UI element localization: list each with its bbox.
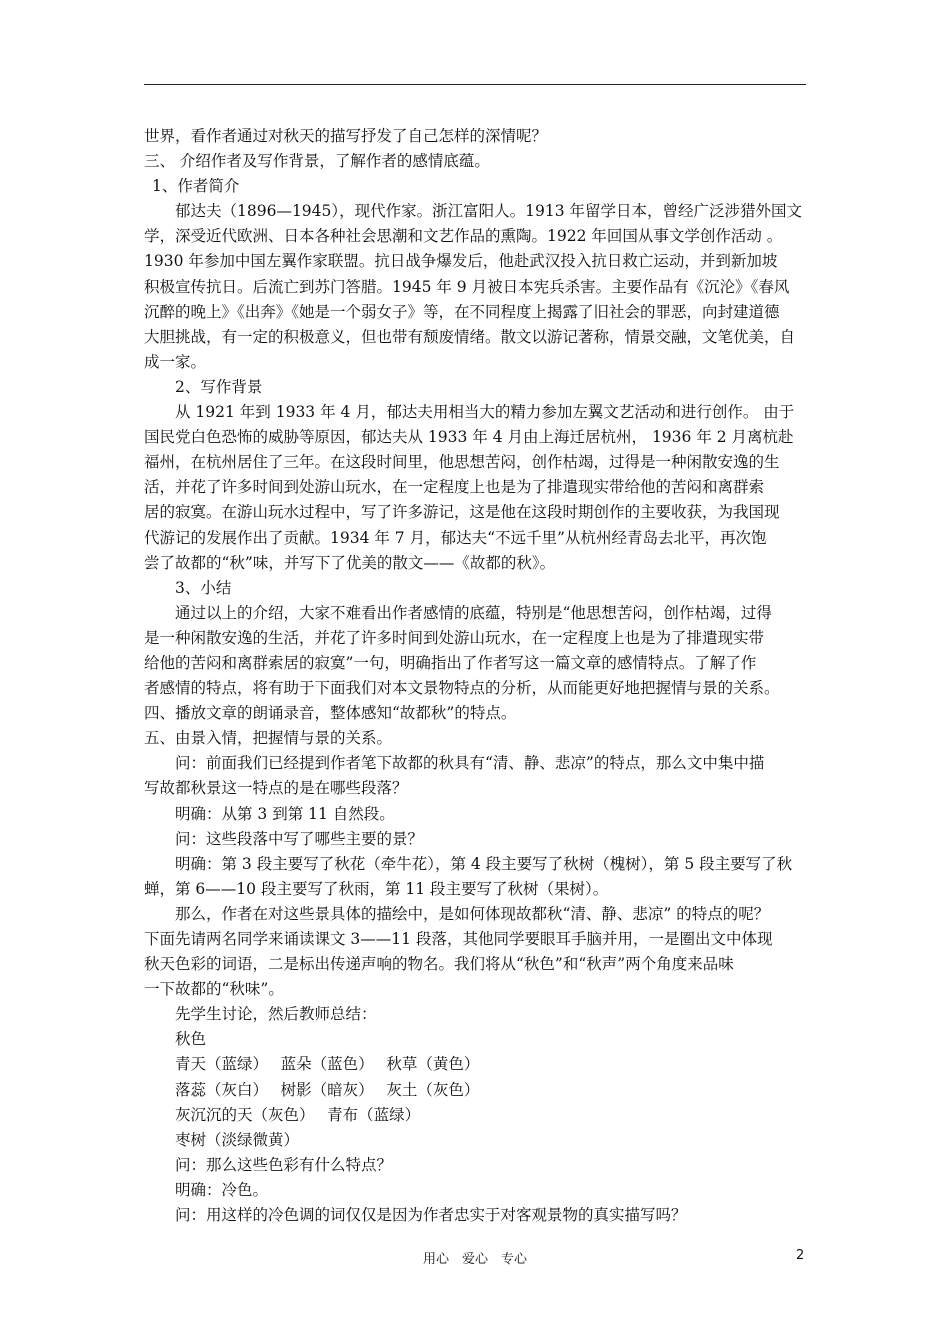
footer-text: 用心 爱心 专心 xyxy=(422,1252,527,1267)
paragraph-line: 1930 年参加中国左翼作家联盟。抗日战争爆发后，他赴武汉投入抗日救亡运动，并到新加坡 xyxy=(144,252,778,271)
paragraph-line: 明确：第 3 段主要写了秋花（牵牛花），第 4 段主要写了秋树（槐树），第 5 段主要写了秋 xyxy=(175,854,793,873)
paragraph-line: 问：前面我们已经提到作者笔下故都的秋具有“清、静、悲凉”的特点，那么文中集中描 xyxy=(175,754,765,773)
paragraph-line: 先学生讨论，然后教师总结： xyxy=(175,1005,377,1024)
paragraph-line: 沉醉的晚上》《出奔》《她是一个弱女子》等，在不同程度上揭露了旧社会的罪恶，向封建道德 xyxy=(144,302,780,321)
paragraph-line: 积极宣传抗日。后流亡到苏门答腊。1945 年 9 月被日本宪兵杀害。主要作品有《沉沦》《春风 xyxy=(144,277,790,296)
subheading: 2、写作背景 xyxy=(175,377,263,396)
paragraph-line: 蝉，第 6——10 段主要写了秋雨，第 11 段主要写了秋树（果树）。 xyxy=(144,879,609,898)
paragraph-line: 活，并花了许多时间到处游山玩水，在一定程度上也是为了排遣现实带给他的苦闷和离群索 xyxy=(144,478,765,497)
paragraph-line: 秋天色彩的词语，二是标出传递声响的物名。我们将从“秋色”和“秋声”两个角度来品味 xyxy=(144,955,734,974)
paragraph-line: 学，深受近代欧洲、日本各种社会思潮和文艺作品的熏陶。1922 年回国从事文学创作活动 。 xyxy=(144,227,783,246)
list-heading: 秋色 xyxy=(175,1030,207,1049)
paragraph-line: 下面先请两名同学来诵读课文 3——11 段落，其他同学要眼耳手脑并用，一是圈出文中体现 xyxy=(144,930,773,948)
paragraph-line: 明确：从第 3 到第 11 自然段。 xyxy=(175,804,395,823)
paragraph-line: 明确：冷色。 xyxy=(175,1180,269,1199)
color-list-item: 青天（蓝绿） 蓝朵（蓝色） 秋草（黄色） xyxy=(175,1055,480,1074)
page-number: 2 xyxy=(796,1248,805,1263)
paragraph-line: 者感情的特点，将有助于下面我们对本文景物特点的分析，从而能更好地把握情与景的关系。 xyxy=(144,679,780,698)
paragraph-line: 世界，看作者通过对秋天的描写抒发了自己怎样的深情呢？ xyxy=(144,127,548,145)
document-body xyxy=(144,124,814,1228)
paragraph-line: 居的寂寞。在游山玩水过程中，写了许多游记，这是他在这段时期创作的主要收获，为我国现 xyxy=(144,503,780,522)
color-list-item: 灰沉沉的天（灰色） 青布（蓝绿） xyxy=(175,1105,421,1124)
paragraph-line: 那么，作者在对这些景具体的描绘中，是如何体现故都秋“清、静、悲凉” 的特点的呢？ xyxy=(175,904,770,923)
subheading: 3、小结 xyxy=(175,578,232,597)
paragraph-line: 国民党白色恐怖的威胁等原因，郁达夫从 1933 年 4 月由上海迁居杭州， 1936 年 2 月离杭赴 xyxy=(144,428,794,447)
color-list-item: 落蕊（灰白） 树影（暗灰） 灰土（灰色） xyxy=(175,1080,480,1099)
header-rule xyxy=(144,84,806,85)
paragraph-line: 一下故都的“秋味”。 xyxy=(144,980,284,999)
paragraph-line: 成一家。 xyxy=(144,352,207,371)
paragraph-line: 给他的苦闷和离群索居的寂寞”一句，明确指出了作者写这一篇文章的感情特点。了解了作 xyxy=(144,653,757,672)
paragraph-line: 通过以上的介绍，大家不难看出作者感情的底蕴，特别是“他思想苦闷，创作枯竭，过得 xyxy=(175,603,772,622)
paragraph-line: 郁达夫（1896—1945），现代作家。浙江富阳人。1913 年留学日本，曾经广泛涉猎外国文 xyxy=(175,202,803,221)
paragraph-line: 代游记的发展作出了贡献。1934 年 7 月，郁达夫“不远千里”从杭州经青岛去北平，再次饱 xyxy=(144,528,767,547)
paragraph-line: 写故都秋景这一特点的是在哪些段落？ xyxy=(144,779,408,798)
section-heading: 四、播放文章的朗诵录音，整体感知“故都秋”的特点。 xyxy=(144,704,517,723)
paragraph-line: 福州，在杭州居住了三年。在这段时间里，他思想苦闷，创作枯竭，过得是一种闲散安逸的生 xyxy=(144,453,780,472)
color-list-item: 枣树（淡绿微黄） xyxy=(175,1130,300,1149)
subheading: 1、作者简介 xyxy=(152,177,240,196)
section-heading: 三、 介绍作者及写作背景，了解作者的感情底蕴。 xyxy=(144,152,490,171)
paragraph-line: 问：这些段落中写了哪些主要的景？ xyxy=(175,829,424,848)
paragraph-line: 问：那么这些色彩有什么特点？ xyxy=(175,1155,393,1174)
paragraph-line: 问：用这样的冷色调的词仅仅是因为作者忠实于对客观景物的真实描写吗？ xyxy=(175,1206,687,1225)
paragraph-line: 是一种闲散安逸的生活，并花了许多时间到处游山玩水，在一定程度上也是为了排遣现实带 xyxy=(144,628,765,647)
paragraph-line: 大胆挑战，有一定的积极意义，但也带有颓废情绪。散文以游记著称，情景交融，文笔优美，自 xyxy=(144,327,796,346)
section-heading: 五、由景入情，把握情与景的关系。 xyxy=(144,729,393,748)
paragraph-line: 尝了故都的“秋”味，并写下了优美的散文——《故都的秋》。 xyxy=(144,553,556,572)
paragraph-line: 从 1921 年到 1933 年 4 月，郁达夫用相当大的精力参加左翼文艺活动和进行创作。 由于 xyxy=(175,403,795,422)
